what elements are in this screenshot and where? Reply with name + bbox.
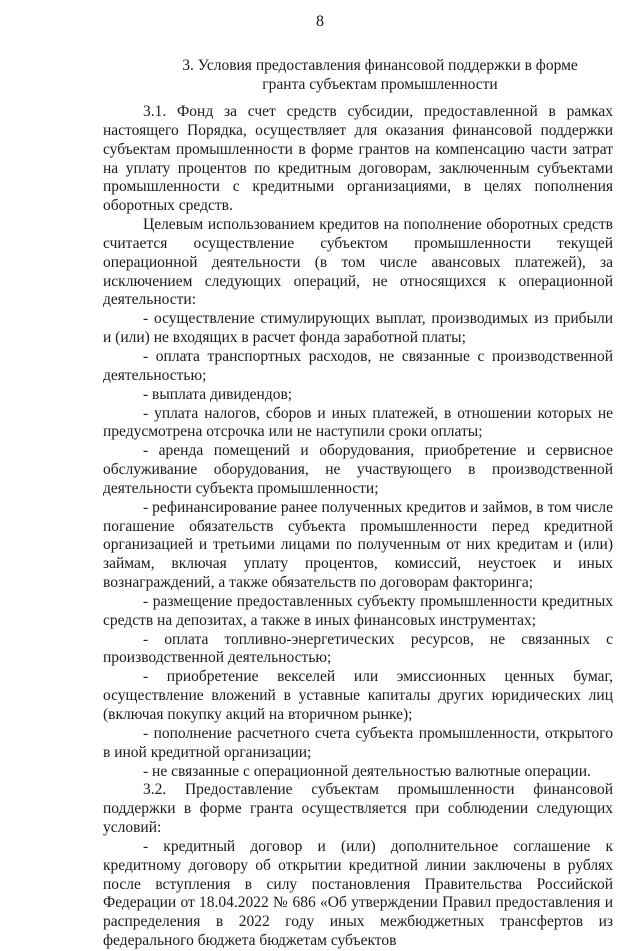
paragraph-3-1: 3.1. Фонд за счет средств субсидии, предоставленной в рамках настоящего Порядка, осуществляет для оказания финансовой поддержки субъектам промышленности в форме грантов на компенсацию части затрат на уплату процентов по кредитным договорам, заключенным субъектами промышленности с кредитными организациями, в целях пополнения оборотных средств.	[103, 103, 613, 215]
list-item: - уплата налогов, сборов и иных платежей, в отношении которых не предусмотрена отсрочка или не наступили сроки оплаты;	[103, 404, 613, 441]
document-body	[103, 103, 613, 951]
list-item: - рефинансирование ранее полученных кредитов и займов, в том числе погашение обязательств субъекта промышленности перед кредитной организацией и третьими лицами по полученным от них кредитам и (или) займам, включая уплату процентов, комиссий, неустоек и иных вознаграждений, а также обязательств по договорам факторинга;	[103, 498, 613, 592]
list-item: - кредитный договор и (или) дополнительное соглашение к кредитному договору об открытии кредитной линии заключены в рублях после вступления в силу постановления Правительства Российской Федерации от 18.04.2022 № 686 «Об утверждении Правил предоставления и распределения в 2022 году иных межбюджетных трансфертов из федерального бюджета бюджетам субъектов	[103, 837, 613, 950]
list-item: - выплата дивидендов;	[143, 385, 293, 403]
list-item: - не связанные с операционной деятельностью валютные операции.	[143, 762, 591, 780]
list-item: - размещение предоставленных субъекту промышленности кредитных средств на депозитах, а также в иных финансовых инструментах;	[103, 592, 613, 629]
list-item: - пополнение расчетного счета субъекта промышленности, открытого в иной кредитной организации;	[103, 724, 613, 761]
paragraph-3-2: 3.2. Предоставление субъектам промышленности финансовой поддержки в форме гранта осуществляется при соблюдении следующих условий:	[103, 781, 613, 837]
list-item: - приобретение векселей или эмиссионных ценных бумаг, осуществление вложений в уставные капиталы других юридических лиц (включая покупку акций на вторичном рынке);	[103, 668, 613, 723]
list-item: - осуществление стимулирующих выплат, производимых из прибыли и (или) не входящих в расчет фонда заработной платы;	[103, 310, 613, 347]
paragraph-target-use: Целевым использованием кредитов на пополнение оборотных средств считается осуществление субъектом промышленности текущей операционной деятельности (в том числе авансовых платежей), за исключением следующих операций, не относящихся к операционной деятельности:	[103, 216, 613, 309]
section-title: 3. Условия предоставления финансовой поддержки в форме гранта субъектам промышленности	[182, 57, 578, 93]
list-item: - оплата транспортных расходов, не связанные с производственной деятельностью;	[103, 347, 613, 384]
list-item: - аренда помещений и оборудования, приобретение и сервисное обслуживание оборудования, не участвующего в производственной деятельности субъекта промышленности;	[103, 442, 613, 497]
page-number: 8	[316, 13, 324, 30]
list-item: - оплата топливно-энергетических ресурсов, не связанных с производственной деятельностью;	[103, 630, 613, 667]
